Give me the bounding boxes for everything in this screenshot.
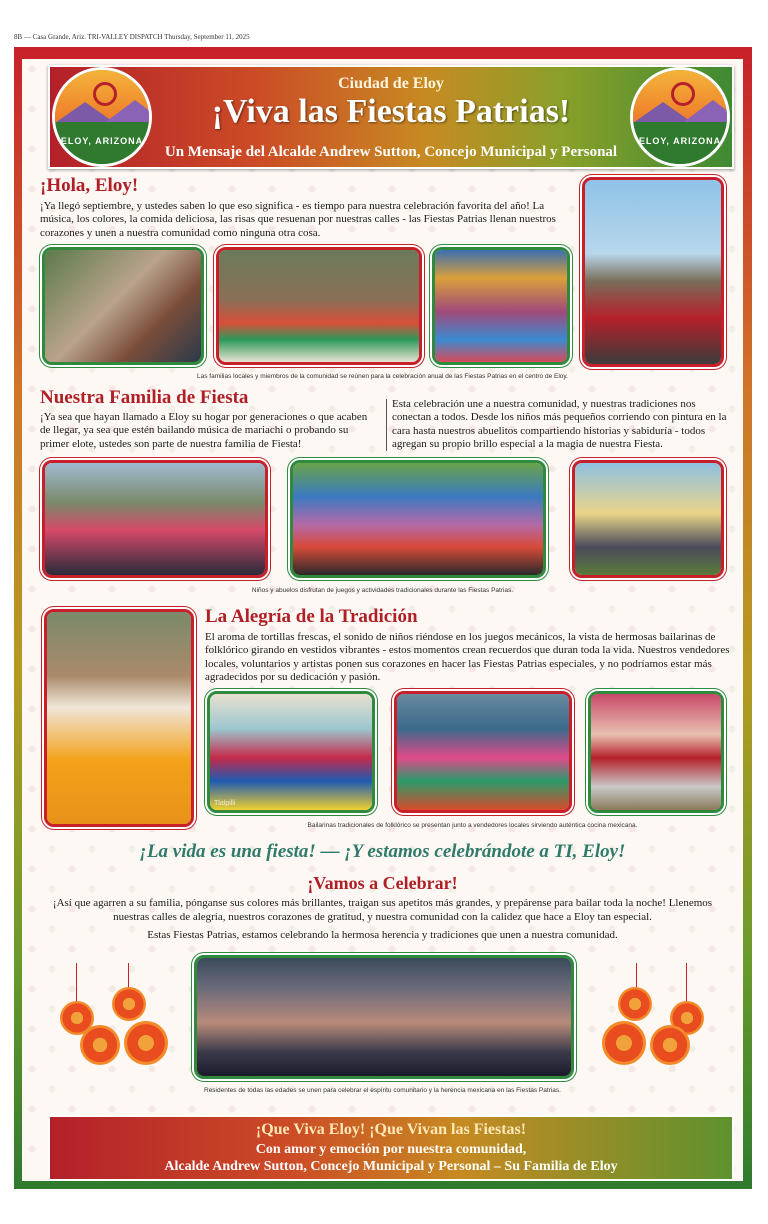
photo-community-group: [572, 460, 724, 578]
flower-icon: [602, 1021, 646, 1065]
section-body-familia-right: Esta celebración une a nuestra comunidad, y nuestras tradiciones nos conectan a todos. Desde los niños más pequeños corriendo con pintura en la cara hasta nuestros abuelitos compartiendo historias y sabiduría - todos agregan su propio brillo especial a la magia de nuestra Fiesta.: [392, 398, 727, 451]
photo-vendor-booth: [432, 247, 570, 365]
seal-text: ELOY, ARIZONA: [60, 136, 144, 146]
eloy-seal-right: [630, 67, 730, 167]
footer-slogan: ¡Que Viva Eloy! ¡Que Vivan las Fiestas!: [255, 1121, 527, 1138]
photo-face-painting: [290, 460, 546, 578]
seal-text: ELOY, ARIZONA: [638, 136, 722, 146]
city-name: Ciudad de Eloy: [338, 75, 444, 92]
section-title-hola: ¡Hola, Eloy!: [40, 175, 139, 196]
flower-icon: [124, 1021, 168, 1065]
photo-crowd: [194, 955, 574, 1079]
photo-food-vendor: [588, 691, 724, 813]
section-body-alegria: El aroma de tortillas frescas, el sonido de niños riéndose en los juegos mecánicos, la vista de hermosas bailarinas de folklórico girando en vestidos vibrantes - estos momentos crean recuerdos que duran toda la vida. Nuestros vendedores locales, voluntarios y artistas ponen sus corazones en hacer las Fiestas Patrias especiales, y no podríamos estar más agradecidos por su dedicación y pasión.: [205, 631, 730, 684]
section-body-hola: ¡Ya llegó septiembre, y ustedes saben lo que eso significa - es tiempo para nuestra celebración favorita del año! La música, los colores, la comida deliciosa, las risas que resuenan por nuestras calles - las Fiestas Patrias llenan nuestros corazones y unen a nuestra comunidad como ninguna otra cosa.: [40, 200, 556, 239]
sun-icon: [671, 82, 695, 106]
header-banner: [48, 65, 734, 169]
caption-section1: Las familias locales y miembros de la comunidad se reúnen para la celebración anual de las Fiestas Patrias en el centro de Eloy.: [197, 373, 568, 380]
flower-icon: [618, 987, 652, 1021]
caption-section2: Niños y abuelos disfrutan de juegos y actividades tradicionales durante las Fiestas Patrias.: [251, 587, 514, 594]
caption-section3: Bailarinas tradicionales de folklórico se presentan junto a vendedores locales sirviendo auténtica cocina mexicana.: [307, 822, 638, 829]
flower-icon: [650, 1025, 690, 1065]
photo-family-table: [216, 247, 422, 365]
closing-body-2: Estas Fiestas Patrias, estamos celebrando la hermosa herencia y tradiciones que unen a nuestra comunidad.: [147, 929, 618, 941]
closing-body: ¡Así que agarren a su familia, pónganse sus colores más brillantes, traigan sus apetitos más grandes, y prepárense para bailar toda la noche! Llenemos nuestras calles de alegría, nuestros corazones de gratitud, y nuestra comunidad con la calidez que hace a Eloy tan especial.: [52, 897, 713, 923]
section-title-familia: Nuestra Familia de Fiesta: [40, 387, 249, 408]
section-title-alegria: La Alegría de la Tradición: [205, 606, 418, 627]
tagline: ¡La vida es una fiesta! — ¡Y estamos celebrándote a TI, Eloy!: [139, 841, 626, 862]
photo-young-dancers: [207, 691, 375, 813]
photo-folklorico-dancer: [44, 609, 194, 827]
footer-banner: [48, 1115, 734, 1181]
flower-icon: [80, 1025, 120, 1065]
photo-parade-jeep: [582, 177, 724, 367]
photo-families-street: [42, 247, 204, 365]
page-frame: [14, 47, 752, 1189]
photo-children-group: [42, 460, 268, 578]
column-divider: [386, 399, 387, 451]
closing-title: ¡Vamos a Celebrar!: [307, 873, 458, 893]
banner-subtitle: Un Mensaje del Alcalde Andrew Sutton, Concejo Municipal y Personal: [164, 144, 618, 160]
running-head: 8B — Casa Grande, Ariz. TRI-VALLEY DISPATCH Thursday, September 11, 2025: [14, 33, 250, 41]
papel-picado-background: [22, 59, 743, 1181]
photo-dancers-performing: [394, 691, 572, 813]
page-title: ¡Viva las Fiestas Patrias!: [211, 93, 571, 130]
caption-closing: Residentes de todas las edades se unen para celebrar el espíritu comunitario y la herencia mexicana en las Fiestas Patrias.: [204, 1087, 561, 1094]
footer-line-2: Con amor y emoción por nuestra comunidad,: [255, 1142, 527, 1157]
tlalpilli-sign: Tlalpilli: [214, 800, 236, 807]
section-body-familia-left: ¡Ya sea que hayan llamado a Eloy su hogar por generaciones o que acaben de llegar, ya sea que estén bailando música de mariachi o probando su primer elote, ustedes son parte de nuestra familia de Fiesta!: [40, 411, 368, 450]
flower-icon: [112, 987, 146, 1021]
footer-signature: Alcalde Andrew Sutton, Concejo Municipal y Personal – Su Familia de Eloy: [164, 1159, 618, 1174]
